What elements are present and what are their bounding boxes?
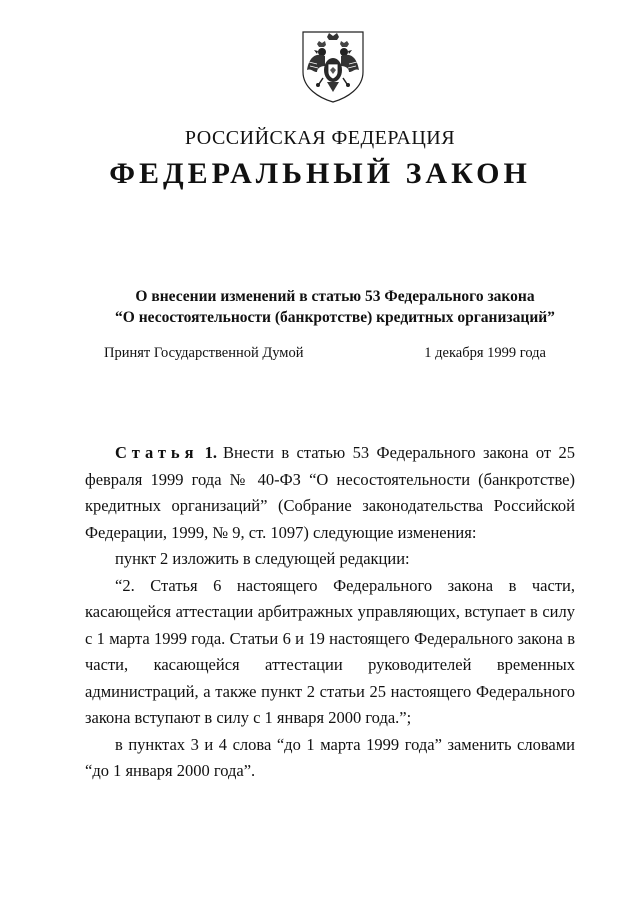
- article-body: [85, 440, 575, 785]
- adopted-by: Принят Государственной Думой: [104, 345, 304, 361]
- article-label: Статья: [115, 443, 199, 462]
- article-paragraph-4: в пунктах 3 и 4 слова “до 1 марта 1999 года” заменить словами “до 1 января 2000 года”.: [85, 734, 575, 780]
- law-title-line-1: О внесении изменений в статью 53 Федерального закона: [135, 288, 535, 305]
- article-text-1: Внести в статью 53 Федерального закона от 25 февраля 1999 года № 40-ФЗ “О несостоятельности (банкротстве) кредитных организаций” (Собрание законодательства Российской Федерации, 1999, № 9, ст. 1097) следующие изменения:: [85, 443, 575, 542]
- article-paragraph-1: [85, 440, 575, 546]
- law-title-line-2: “О несостоятельности (банкротстве) кредитных организаций”: [115, 309, 555, 326]
- article-paragraph-3: “2. Статья 6 настоящего Федерального закона в части, касающейся аттестации арбитражных управляющих, вступает в силу с 1 марта 1999 года. Статьи 6 и 19 настоящего Федерального закона в части, касающейся аттестации руководителей временных администраций, а также пункт 2 статьи 25 настоящего Федерального закона вступают в силу с 1 января 2000 года.”;: [85, 575, 575, 727]
- adoption-date: 1 декабря 1999 года: [424, 345, 546, 361]
- country-name: РОССИЙСКАЯ ФЕДЕРАЦИЯ: [184, 127, 456, 149]
- article-number: 1.: [204, 443, 217, 462]
- document-type: ФЕДЕРАЛЬНЫЙ ЗАКОН: [109, 157, 531, 190]
- article-paragraph-2: пункт 2 изложить в следующей редакции:: [115, 549, 410, 568]
- coat-of-arms-icon: [295, 28, 371, 104]
- law-title: [80, 286, 590, 328]
